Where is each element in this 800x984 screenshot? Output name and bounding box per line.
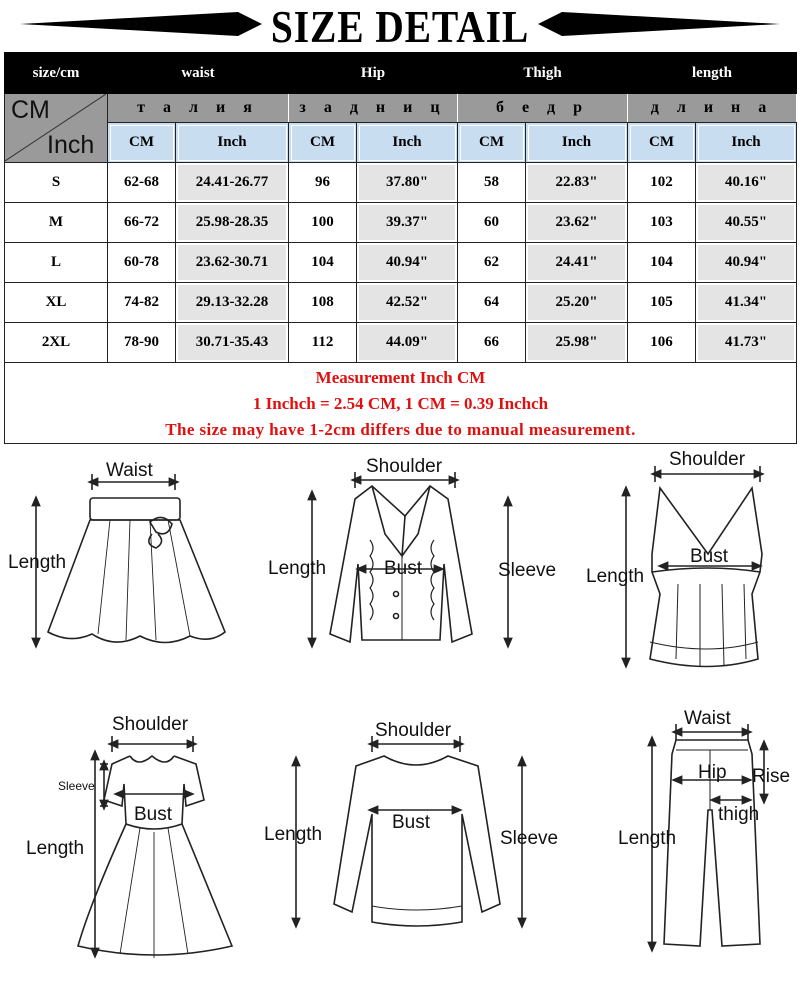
skirt-body bbox=[48, 520, 225, 643]
hip-inch-cell: 42.52" bbox=[357, 283, 458, 323]
waist-cm-cell: 78-90 bbox=[108, 323, 176, 363]
notes-row bbox=[5, 363, 797, 444]
table-russian-row bbox=[5, 94, 797, 123]
hip-cm-cell: 108 bbox=[289, 283, 357, 323]
table-row bbox=[5, 283, 797, 323]
header-length: length bbox=[628, 53, 797, 94]
length-cm-cell: 102 bbox=[628, 163, 696, 203]
title-banner bbox=[0, 0, 800, 52]
unit-cell: CM bbox=[628, 123, 696, 163]
hip-inch-cell: 40.94" bbox=[357, 243, 458, 283]
sweater-hem bbox=[372, 906, 462, 910]
thigh-cm-cell: 58 bbox=[458, 163, 526, 203]
dress-collar bbox=[130, 756, 174, 762]
unit-cell: Inch bbox=[696, 123, 797, 163]
russian-waist: т а л и я bbox=[108, 94, 289, 123]
size-cell: M bbox=[5, 203, 108, 243]
length-inch-cell: 41.34" bbox=[696, 283, 797, 323]
dress-folds bbox=[120, 828, 188, 958]
thigh-inch-cell: 25.98" bbox=[526, 323, 628, 363]
vest-hem bbox=[650, 642, 758, 649]
unit-cell: CM bbox=[289, 123, 357, 163]
skirt-waist-label: Waist bbox=[106, 460, 153, 481]
length-inch-cell: 40.94" bbox=[696, 243, 797, 283]
waist-inch-cell: 30.71-35.43 bbox=[176, 323, 289, 363]
sweater-length-label: Length bbox=[264, 824, 323, 845]
length-inch-cell: 40.55" bbox=[696, 203, 797, 243]
note-line-2: 1 Inchch = 2.54 CM, 1 CM = 0.39 Inchch bbox=[252, 394, 549, 413]
vest-bustline bbox=[652, 568, 760, 572]
unit-cell: CM bbox=[458, 123, 526, 163]
length-cm-cell: 105 bbox=[628, 283, 696, 323]
thigh-cm-cell: 60 bbox=[458, 203, 526, 243]
waist-cm-cell: 60-78 bbox=[108, 243, 176, 283]
russian-thigh: б е д р bbox=[458, 94, 628, 123]
cm-inch-corner bbox=[5, 94, 108, 163]
dress-illustration bbox=[78, 736, 232, 958]
notes-cell bbox=[5, 363, 797, 444]
note-line-3: The size may have 1-2cm differs due to manual measurement. bbox=[165, 420, 636, 439]
jacket-button bbox=[394, 592, 399, 597]
waist-inch-cell: 24.41-26.77 bbox=[176, 163, 289, 203]
vest-shoulder-label: Shoulder bbox=[669, 449, 746, 470]
length-inch-cell: 41.73" bbox=[696, 323, 797, 363]
dress-bust-label: Bust bbox=[134, 804, 173, 825]
waist-cm-cell: 62-68 bbox=[108, 163, 176, 203]
length-cm-cell: 103 bbox=[628, 203, 696, 243]
table-row bbox=[5, 203, 797, 243]
length-inch-cell: 40.16" bbox=[696, 163, 797, 203]
hip-cm-cell: 112 bbox=[289, 323, 357, 363]
thigh-inch-cell: 23.62" bbox=[526, 203, 628, 243]
waist-inch-cell: 29.13-32.28 bbox=[176, 283, 289, 323]
hip-cm-cell: 104 bbox=[289, 243, 357, 283]
dress-sleeve-label: Sleeve bbox=[58, 779, 95, 793]
dress-body bbox=[78, 756, 232, 955]
hip-inch-cell: 37.80" bbox=[357, 163, 458, 203]
unit-cell: CM bbox=[108, 123, 176, 163]
garment-illustrations bbox=[0, 444, 800, 984]
unit-cell: Inch bbox=[526, 123, 628, 163]
hip-inch-cell: 44.09" bbox=[357, 323, 458, 363]
corner-cm-label: CM bbox=[11, 96, 50, 124]
skirt-length-label: Length bbox=[8, 552, 67, 573]
unit-cell: Inch bbox=[357, 123, 458, 163]
unit-cell: Inch bbox=[176, 123, 289, 163]
note-line-1: Measurement Inch CM bbox=[315, 368, 486, 387]
pants-hip-label: Hip bbox=[698, 762, 727, 783]
length-cm-cell: 106 bbox=[628, 323, 696, 363]
size-cell: 2XL bbox=[5, 323, 108, 363]
pants-rise-label: Rise bbox=[752, 766, 791, 787]
corner-inch-label: Inch bbox=[47, 131, 95, 159]
table-header-row bbox=[5, 53, 797, 94]
header-thigh: Thigh bbox=[458, 53, 628, 94]
waist-cm-cell: 74-82 bbox=[108, 283, 176, 323]
skirt-waistband bbox=[90, 498, 180, 520]
hip-inch-cell: 39.37" bbox=[357, 203, 458, 243]
size-cell: S bbox=[5, 163, 108, 203]
sweater-shoulder-label: Shoulder bbox=[375, 720, 452, 741]
thigh-inch-cell: 25.20" bbox=[526, 283, 628, 323]
skirt-folds bbox=[98, 520, 190, 640]
russian-hip: з а д н и ц bbox=[289, 94, 458, 123]
jacket-shoulder-label: Shoulder bbox=[366, 456, 443, 477]
thigh-inch-cell: 24.41" bbox=[526, 243, 628, 283]
thigh-cm-cell: 62 bbox=[458, 243, 526, 283]
table-row bbox=[5, 243, 797, 283]
thigh-cm-cell: 66 bbox=[458, 323, 526, 363]
thigh-cm-cell: 64 bbox=[458, 283, 526, 323]
dress-shoulder-label: Shoulder bbox=[112, 714, 189, 735]
sweater-sleeve-label: Sleeve bbox=[500, 828, 559, 849]
russian-length: д л и н а bbox=[628, 94, 797, 123]
page-title: SIZE DETAIL bbox=[270, 1, 530, 52]
pants-length-label: Length bbox=[618, 828, 677, 849]
table-row bbox=[5, 163, 797, 203]
jacket-button bbox=[394, 614, 399, 619]
pants-waist-label: Waist bbox=[684, 708, 731, 729]
waist-cm-cell: 66-72 bbox=[108, 203, 176, 243]
waist-inch-cell: 23.62-30.71 bbox=[176, 243, 289, 283]
length-cm-cell: 104 bbox=[628, 243, 696, 283]
sweater-bust-label: Bust bbox=[392, 812, 431, 833]
dress-length-label: Length bbox=[26, 838, 85, 859]
header-hip: Hip bbox=[289, 53, 458, 94]
pants-thigh-label: thigh bbox=[718, 804, 760, 825]
table-unit-row bbox=[5, 123, 797, 163]
jacket-bust-label: Bust bbox=[384, 558, 423, 579]
hip-cm-cell: 100 bbox=[289, 203, 357, 243]
vest-boning bbox=[676, 584, 746, 666]
thigh-inch-cell: 22.83" bbox=[526, 163, 628, 203]
table-row bbox=[5, 323, 797, 363]
jacket-length-label: Length bbox=[268, 558, 327, 579]
hip-cm-cell: 96 bbox=[289, 163, 357, 203]
header-waist: waist bbox=[108, 53, 289, 94]
size-cell: L bbox=[5, 243, 108, 283]
vest-length-label: Length bbox=[586, 566, 645, 587]
size-cell: XL bbox=[5, 283, 108, 323]
vest-bust-label: Bust bbox=[690, 546, 729, 567]
sweater-body bbox=[334, 756, 500, 926]
header-size: size/cm bbox=[5, 53, 108, 94]
size-table bbox=[4, 52, 797, 444]
waist-inch-cell: 25.98-28.35 bbox=[176, 203, 289, 243]
jacket-sleeve-label: Sleeve bbox=[498, 560, 557, 581]
